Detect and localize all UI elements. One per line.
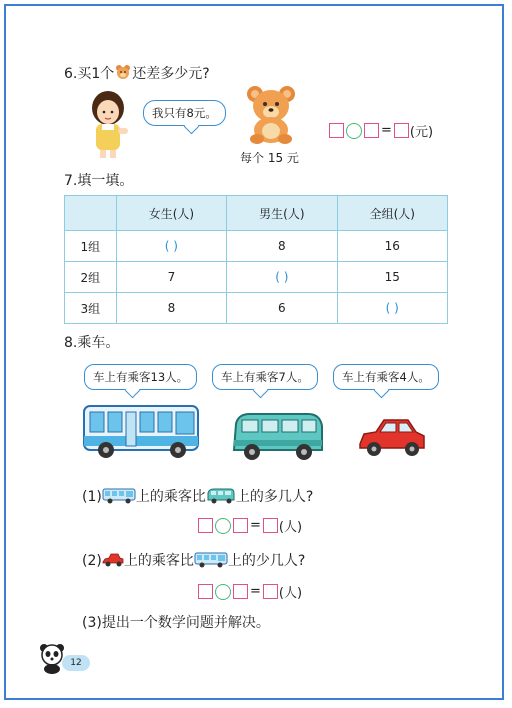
bear-price-label: 每个 15 元 (240, 151, 299, 165)
panda-icon (38, 642, 66, 674)
q7-title: 7.填一填。 (64, 173, 134, 189)
q6-title-tail: 还差多少元? (132, 66, 210, 82)
operator-circle[interactable] (215, 584, 231, 600)
table-cell: 8 (227, 231, 337, 262)
bus-illustration (82, 402, 202, 460)
q7-table (64, 195, 448, 324)
q8-title: 8.乘车。 (64, 335, 120, 351)
answer-box[interactable] (198, 518, 213, 533)
car-speech-bubble (333, 364, 439, 390)
table-blank-cell[interactable]: ( ) (337, 293, 447, 324)
girl-speech-text: 我只有8元。 (152, 106, 217, 120)
q8-sub2 (82, 550, 305, 570)
table-cell: 15 (337, 262, 447, 293)
q8-sub1 (82, 486, 313, 506)
table-cell: 8 (116, 293, 226, 324)
teddy-bear-icon (115, 64, 131, 80)
q6-title (64, 63, 210, 83)
q8-sub2-unit: (人) (278, 586, 303, 601)
table-row (65, 231, 448, 262)
table-header-cell: 女生(人) (116, 196, 226, 231)
girl-illustration (86, 88, 130, 158)
q8-sub1-middle: 上的乘客比 (135, 489, 206, 505)
answer-box[interactable] (329, 123, 344, 138)
operator-circle[interactable] (346, 123, 362, 139)
car-illustration (356, 414, 428, 460)
table-cell: 6 (227, 293, 337, 324)
van-speech-bubble (212, 364, 318, 390)
table-cell: 7 (116, 262, 226, 293)
operator-circle[interactable] (215, 518, 231, 534)
table-header-cell: 全组(人) (337, 196, 447, 231)
q8-sub2-equation (198, 581, 302, 601)
car-icon (102, 553, 124, 567)
q8-sub2-prefix: (2) (82, 553, 102, 569)
bus-icon (194, 552, 228, 568)
bus-icon (102, 488, 136, 504)
table-header-row (65, 196, 448, 231)
table-header-cell: 男生(人) (227, 196, 337, 231)
equals-sign: = (381, 123, 392, 138)
table-cell: 1组 (65, 231, 117, 262)
q8-sub1-equation (198, 515, 302, 535)
q6-unit: (元) (409, 125, 434, 140)
answer-box[interactable] (233, 518, 248, 533)
page-number: 12 (62, 655, 90, 671)
van-icon (206, 488, 236, 504)
table-cell: 16 (337, 231, 447, 262)
answer-box[interactable] (263, 584, 278, 599)
equals-sign: = (250, 584, 261, 599)
answer-box[interactable] (233, 584, 248, 599)
table-cell: 3组 (65, 293, 117, 324)
van-speech-text: 车上有乘客7人。 (221, 370, 309, 384)
table-blank-cell[interactable]: ( ) (116, 231, 226, 262)
q8-sub1-prefix: (1) (82, 489, 102, 505)
car-speech-text: 车上有乘客4人。 (342, 370, 430, 384)
equals-sign: = (250, 518, 261, 533)
answer-box[interactable] (394, 123, 409, 138)
q8-sub1-tail: 上的多几人? (235, 489, 314, 505)
girl-speech-bubble (143, 100, 226, 126)
q8-sub2-tail: 上的少几人? (227, 553, 306, 569)
teddy-bear-illustration (244, 84, 298, 144)
answer-box[interactable] (364, 123, 379, 138)
bus-speech-bubble (84, 364, 197, 390)
table-cell: 2组 (65, 262, 117, 293)
table-row (65, 293, 448, 324)
bus-speech-text: 车上有乘客13人。 (93, 370, 189, 384)
q8-sub3: (3)提出一个数学问题并解决。 (82, 615, 270, 631)
table-row (65, 262, 448, 293)
q8-sub1-unit: (人) (278, 520, 303, 535)
van-illustration (230, 410, 326, 462)
q8-sub2-middle: 上的乘客比 (123, 553, 194, 569)
q6-equation (329, 120, 433, 140)
answer-box[interactable] (263, 518, 278, 533)
answer-box[interactable] (198, 584, 213, 599)
table-blank-cell[interactable]: ( ) (227, 262, 337, 293)
table-header-cell (65, 196, 117, 231)
q6-title-text: 6.买1个 (64, 66, 115, 82)
